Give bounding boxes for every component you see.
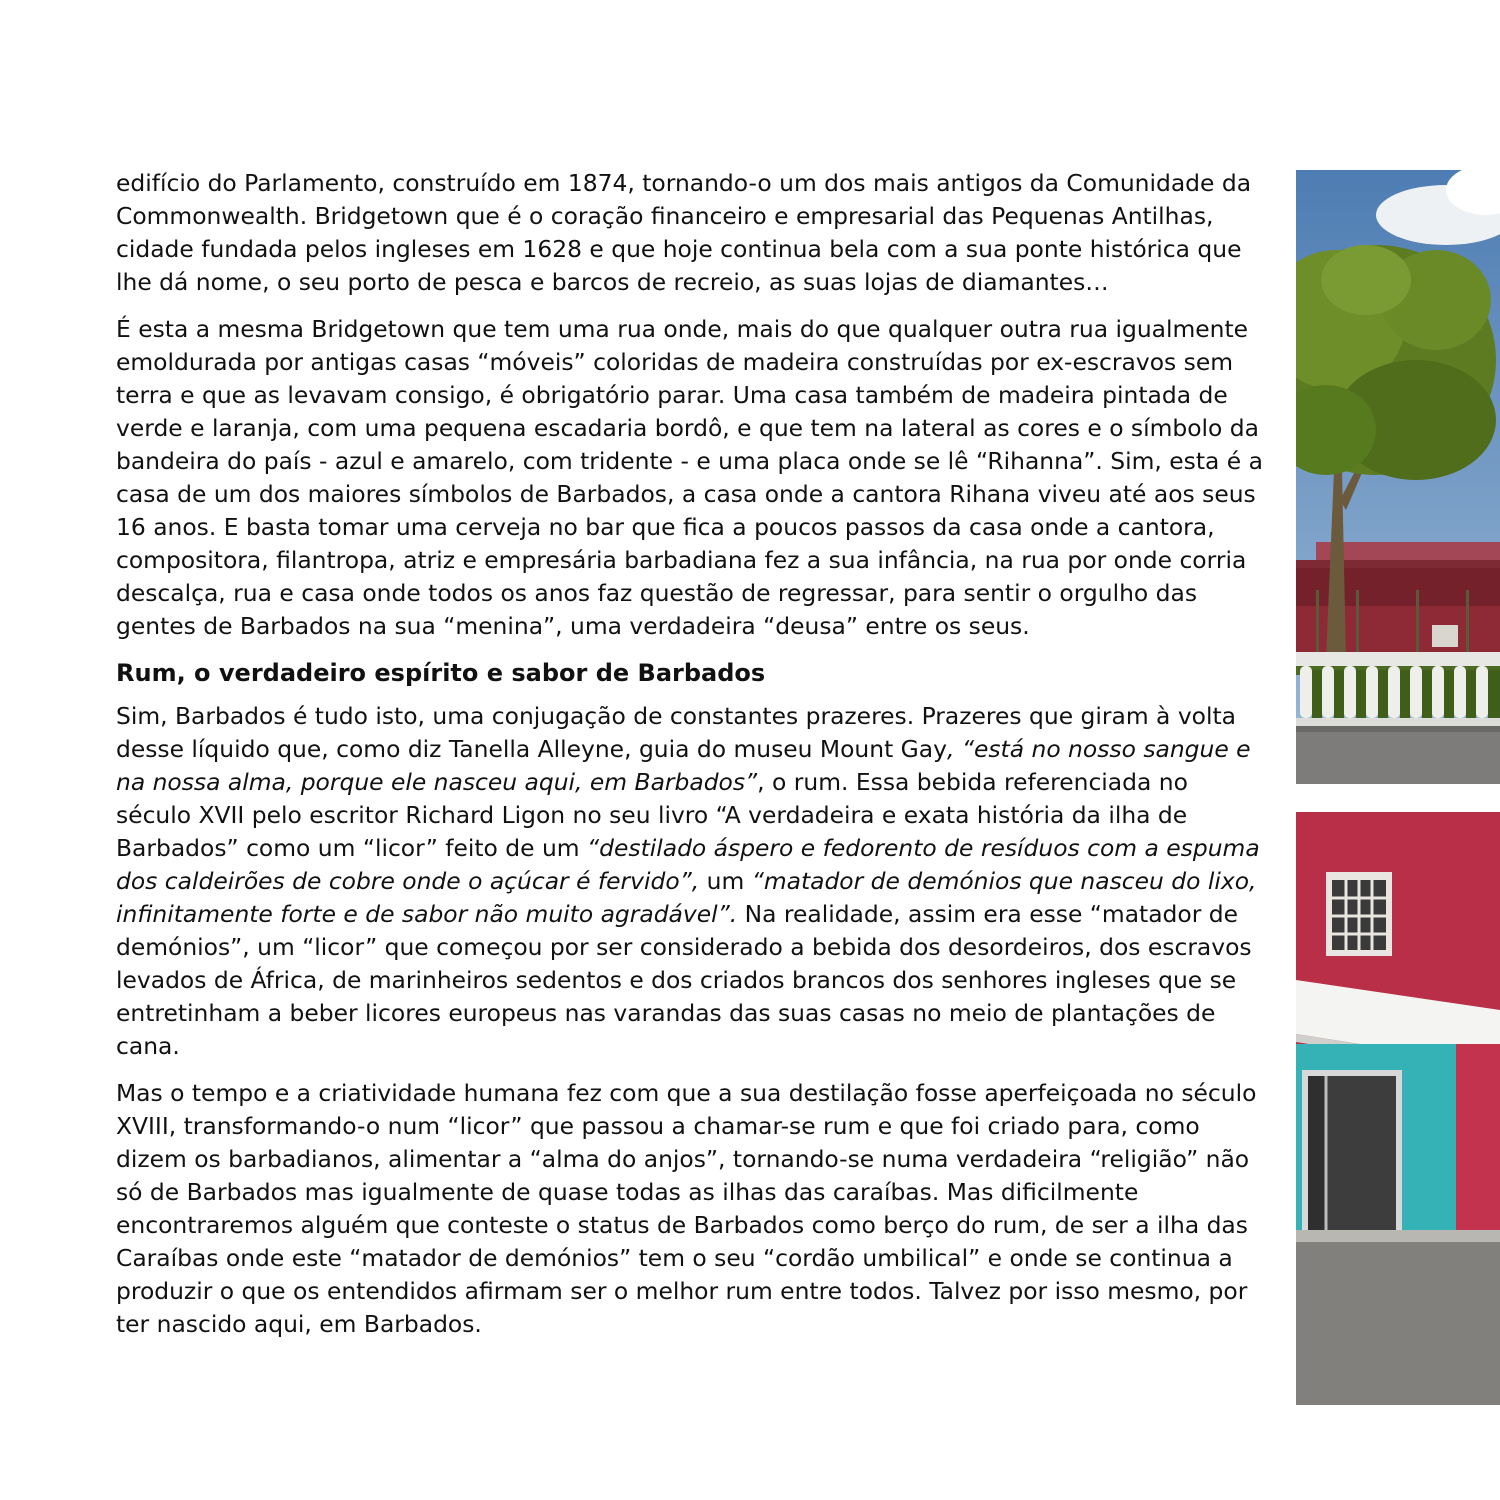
photo-colorful-facade [1296,812,1500,1405]
paragraph-rum-history [116,700,1266,1063]
rum-text-1: Sim, Barbados é tudo isto, uma conjugação de constantes prazeres. Prazeres que giram à volta desse líquido que, como diz Tanella Alleyne, guia do museu Mount Gay [116,702,1236,763]
quote-demon-killer: “matador de demónios que nasceu do lixo, infinitamente forte e de sabor não muito agradável”. [116,867,1257,928]
tree-building-illustration [1296,170,1500,784]
paragraph-rihanna-house: É esta a mesma Bridgetown que tem uma rua onde, mais do que qualquer outra rua igualmente emoldurada por antigas casas “móveis” coloridas de madeira construídas por ex-escravos sem terra e que as levavam consigo, é obrigatório parar. Uma casa também de madeira pintada de verde e laranja, com uma pequena escadaria bordô, e que tem na lateral as cores e o símbolo da bandeira do país - azul e amarelo, com tridente - e uma placa onde se lê “Rihanna”. Sim, esta é a casa de um dos maiores símbolos de Barbados, a casa onde a cantora Rihana viveu até aos seus 16 anos. E basta tomar uma cerveja no bar que fica a poucos passos da casa onde a cantora, compositora, filantropa, atriz e empresária barbadiana fez a sua infância, na rua por onde corria descalça, rua e casa onde todos os anos faz questão de regressar, para sentir o orgulho das gentes de Barbados na sua “menina”, uma verdadeira “deusa” entre os seus. [116,315,1263,640]
photo-tree-building [1296,170,1500,784]
section-heading-rum: Rum, o verdadeiro espírito e sabor de Barbados [116,659,766,687]
article-body [116,167,1266,1355]
paragraph-rum-religion: Mas o tempo e a criatividade humana fez com que a sua destilação fosse aperfeiçoada no século XVIII, transformando-o num “licor” que passou a chamar-se rum e que foi criado para, como dizem os barbadianos, alimentar a “alma do anjos”, tornando-se numa verdadeira “religião” não só de Barbados mas igualmente de quase todas as ilhas das caraíbas. Mas dificilmente encontraremos alguém que conteste o status de Barbados como berço do rum, de ser a ilha das Caraíbas onde este “matador de demónios” tem o seu “cordão umbilical” e onde se continua a produzir o que os entendidos afirmam ser o melhor rum entre todos. Talvez por isso mesmo, por ter nascido aqui, em Barbados. [116,1079,1257,1338]
rum-text-3: um [699,867,752,895]
rum-text-2: , o rum. Essa bebida referenciada no século XVII pelo escritor Richard Ligon no seu livro “A verdadeira e exata história da ilha de Barbados” como um “licor” feito de um [116,768,1188,862]
paragraph-parliament: edifício do Parlamento, construído em 1874, tornando-o um dos mais antigos da Comunidade da Commonwealth. Bridgetown que é o coração financeiro e empresarial das Pequenas Antilhas, cidade fundada pelos ingleses em 1628 e que hoje continua bela com a sua ponte histórica que lhe dá nome, o seu porto de pesca e barcos de recreio, as suas lojas de diamantes… [116,169,1252,296]
quote-ligon-distillate: “destilado áspero e fedorento de resíduos com a espuma dos caldeirões de cobre onde o açúcar é fervido”, [116,834,1260,895]
quote-tanella-alleyne: , “está no nosso sangue e na nossa alma, porque ele nasceu aqui, em Barbados” [116,735,1251,796]
facade-illustration [1296,812,1500,1405]
rum-text-4: Na realidade, assim era esse “matador de demónios”, um “licor” que começou por ser considerado a bebida dos desordeiros, dos escravos levados de África, de marinheiros sedentos e dos criados brancos dos senhores ingleses que se entretinham a beber licores europeus nas varandas das suas casas no meio de plantações de cana. [116,900,1252,1060]
